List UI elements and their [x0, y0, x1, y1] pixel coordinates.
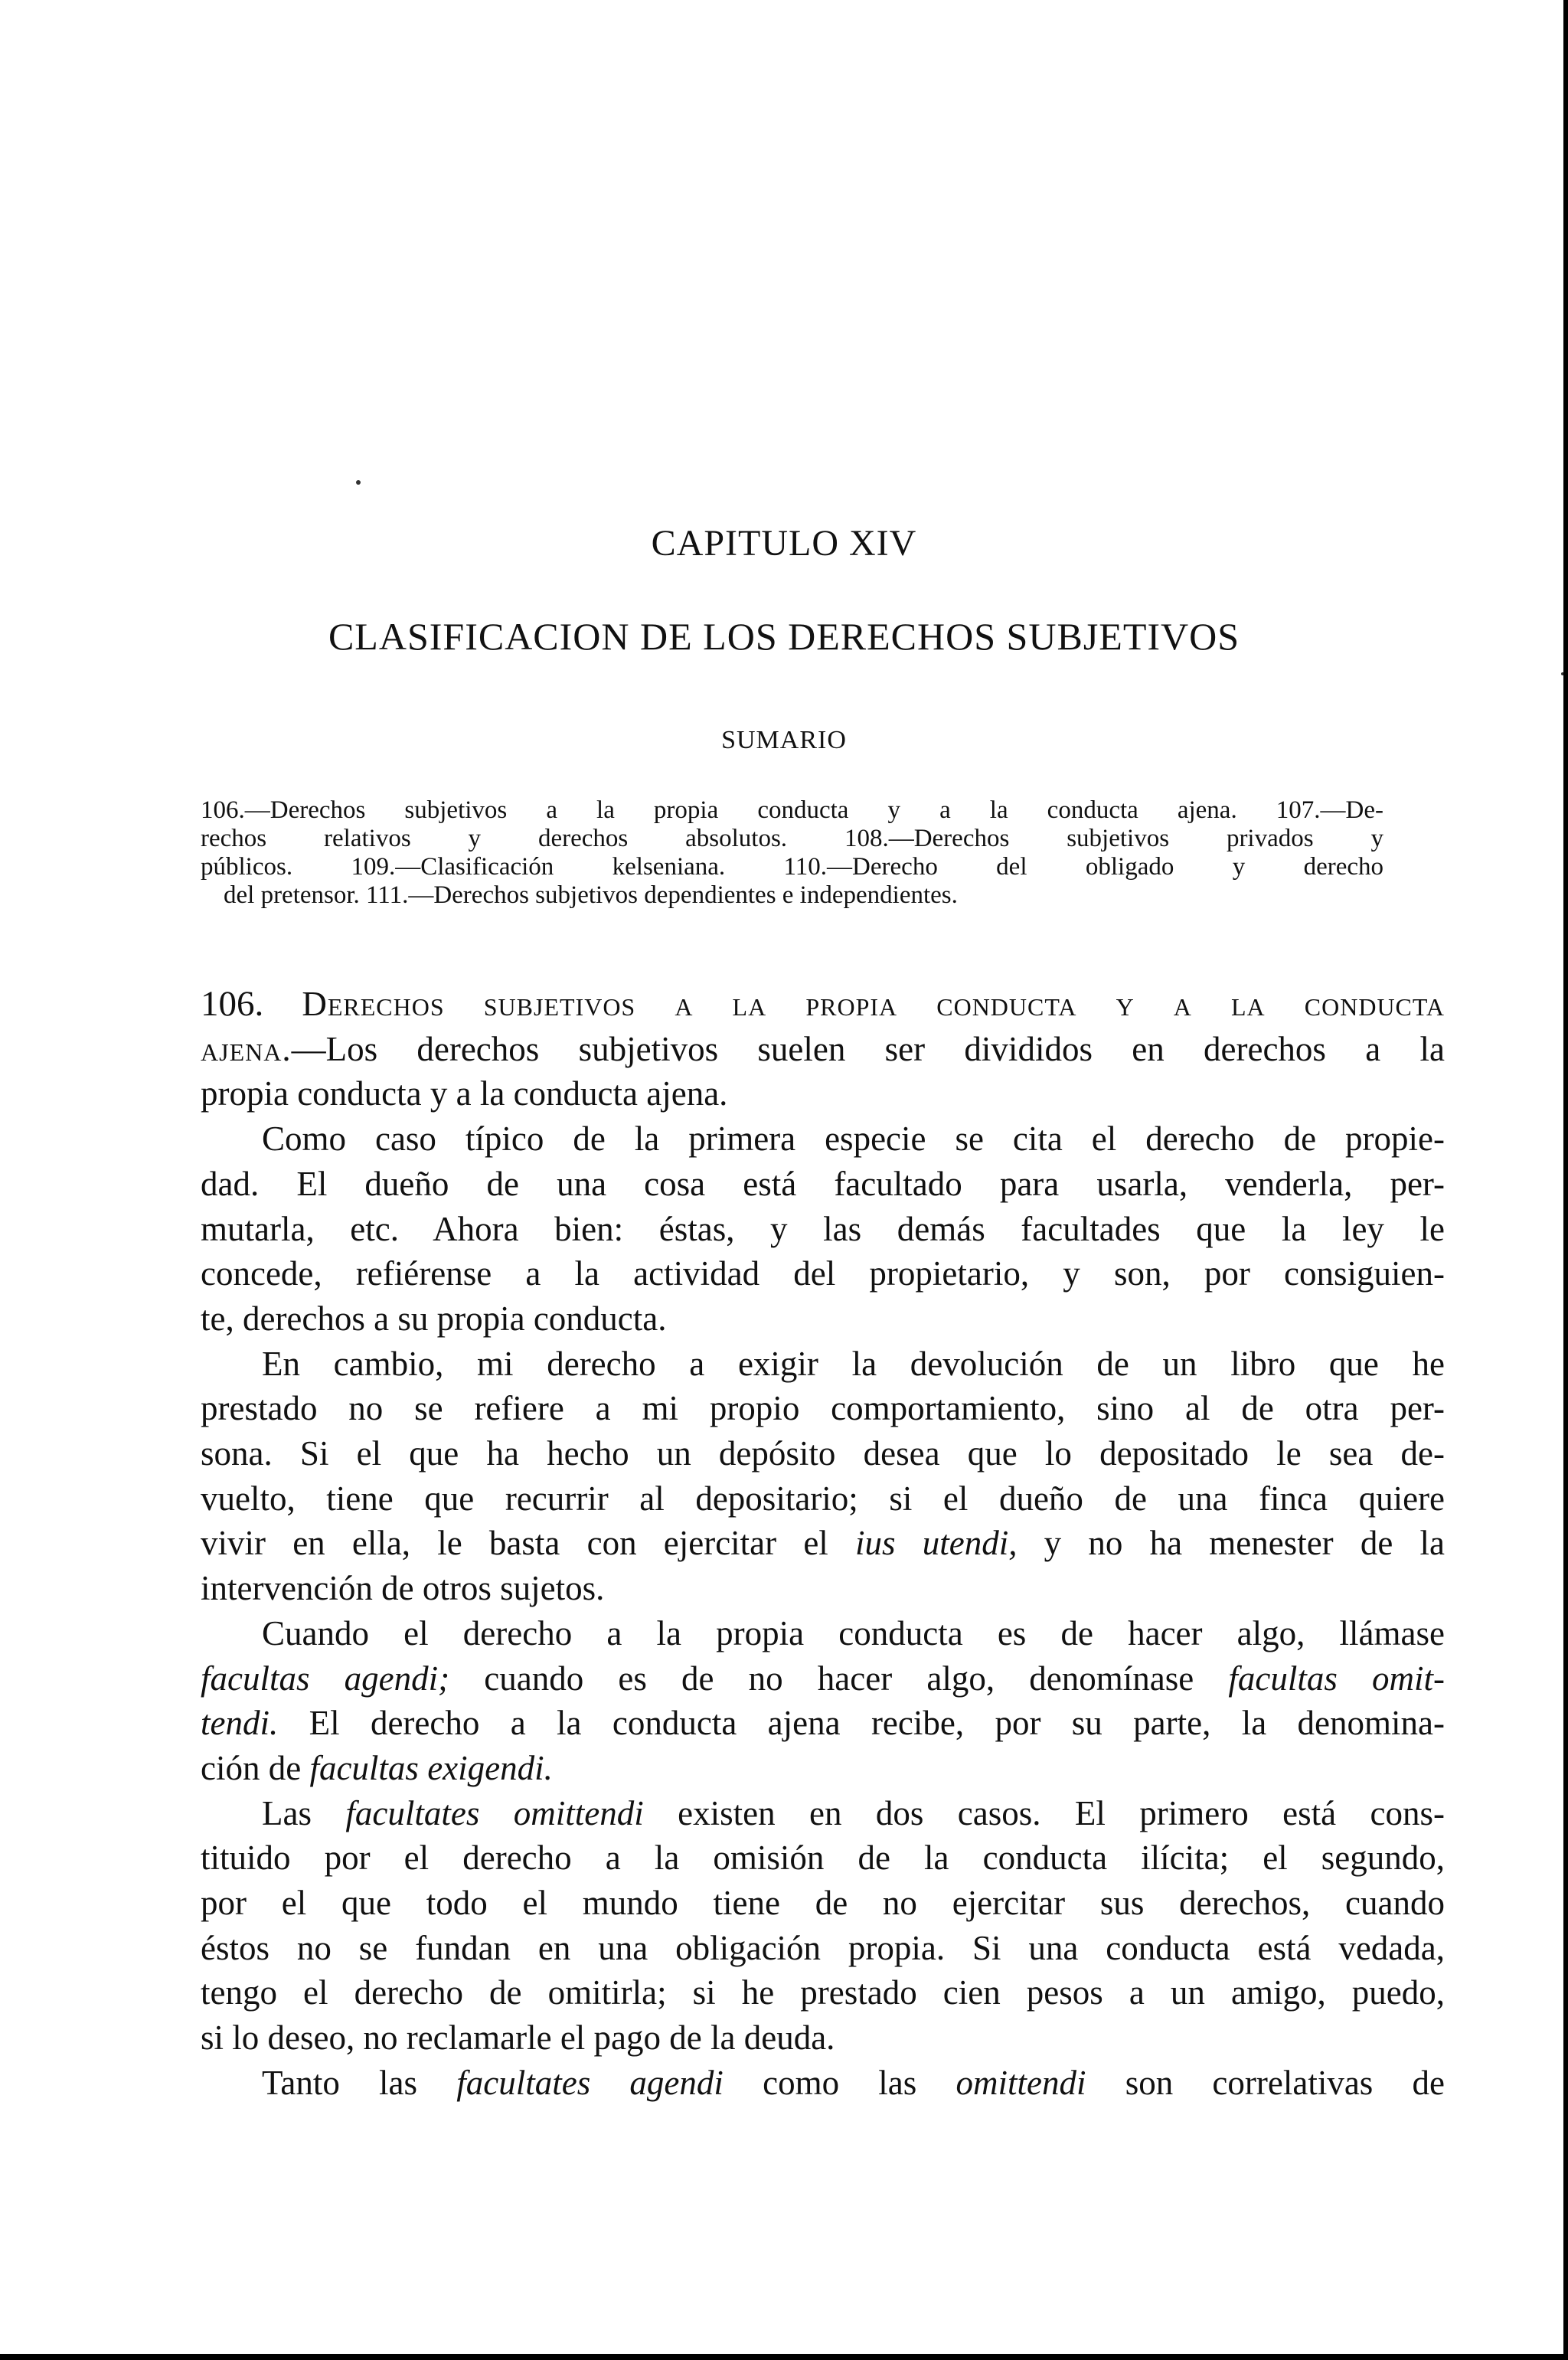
body-line: tituido por el derecho a la omisión de la conducta ilícita; el segundo, — [201, 1839, 1445, 1878]
body-line — [201, 1521, 1445, 1566]
body-line: En cambio, mi derecho a exigir la devolución de un libro que he — [262, 1344, 1445, 1383]
summary-line: públicos. 109.—Clasificación kelseniana. 110.—Derecho del obligado y derecho — [201, 853, 1383, 881]
section-heading-line — [201, 982, 1445, 1027]
body-text-fragment: vivir en ella, le basta con ejercitar el — [201, 1524, 856, 1563]
body-line — [201, 1656, 1445, 1701]
section-number: 106. — [201, 984, 264, 1024]
latin-term: omittendi — [956, 2063, 1086, 2102]
summary-line: 106.—Derechos subjetivos a la propia conducta y a la conducta ajena. 107.—De- — [201, 796, 1383, 824]
body-line: dad. El dueño de una cosa está facultado para usarla, venderla, per- — [201, 1164, 1445, 1203]
body-line: propia conducta y a la conducta ajena. — [201, 1074, 728, 1113]
body-line: concede, refiérense a la actividad del propietario, y son, por consiguien- — [201, 1254, 1445, 1293]
body-line — [201, 1791, 1445, 1836]
summary-line: del pretensor. 111.—Derechos subjetivos dependientes e independientes. — [224, 881, 958, 909]
body-text-fragment: Tanto las — [262, 2063, 457, 2102]
body-text-fragment: cuando es de no hacer algo, denomínase — [449, 1659, 1229, 1698]
latin-term: facultas agendi; — [201, 1659, 450, 1698]
summary-heading: SUMARIO — [721, 726, 847, 754]
body-line: Como caso típico de la primera especie se cita el derecho de propie- — [262, 1120, 1445, 1159]
latin-term: facultas exigendi. — [309, 1748, 553, 1787]
body-line — [201, 1746, 1445, 1791]
scan-edge-right — [1563, 0, 1568, 2360]
body-text-fragment: como las — [723, 2063, 956, 2102]
chapter-title: CLASIFICACION DE LOS DERECHOS SUBJETIVOS — [328, 615, 1240, 658]
summary-line: rechos relativos y derechos absolutos. 108.—Derechos subjetivos privados y — [201, 825, 1383, 852]
scan-speck — [356, 480, 361, 485]
body-text-fragment: son correlativas de — [1086, 2063, 1445, 2102]
body-line — [201, 1701, 1445, 1746]
body-line: intervención de otros sujetos. — [201, 1569, 605, 1608]
section-heading-end: ajena. — [201, 1029, 292, 1068]
latin-term: facultates agendi — [456, 2063, 724, 2102]
body-text-fragment: El derecho a la conducta ajena recibe, por su parte, la denomina- — [278, 1704, 1445, 1743]
body-line — [201, 2061, 1445, 2106]
body-line: mutarla, etc. Ahora bien: éstas, y las demás facultades que la ley le — [201, 1209, 1445, 1248]
section-106 — [201, 982, 1445, 2106]
body-text-fragment: y no ha menester de la — [1017, 1524, 1446, 1563]
latin-term: facultates omittendi — [345, 1793, 644, 1832]
body-line: tengo el derecho de omitirla; si he prestado cien pesos a un amigo, puedo, — [201, 1973, 1445, 2012]
body-line: por el que todo el mundo tiene de no ejercitar sus derechos, cuando — [201, 1884, 1445, 1923]
chapter-label: CAPITULO XIV — [651, 523, 917, 564]
body-text-fragment: —Los derechos subjetivos suelen ser divididos en derechos a la — [291, 1029, 1445, 1068]
body-line — [201, 1027, 1445, 1072]
body-line: prestado no se refiere a mi propio comportamiento, sino al de otra per- — [201, 1389, 1445, 1428]
body-line: te, derechos a su propia conducta. — [201, 1299, 667, 1338]
latin-term: tendi. — [201, 1704, 279, 1743]
latin-term: ius utendi, — [855, 1524, 1018, 1563]
section-heading: Derechos subjetivos a la propia conducta y a la conducta — [302, 985, 1445, 1023]
body-line: éstos no se fundan en una obligación propia. Si una conducta está vedada, — [201, 1928, 1445, 1967]
summary-block — [201, 796, 1383, 910]
body-text-fragment: ción de — [201, 1748, 310, 1787]
body-line: sona. Si el que ha hecho un depósito desea que lo depositado le sea de- — [201, 1434, 1445, 1473]
scan-edge-bottom — [0, 2354, 1568, 2360]
latin-term: facultas omit- — [1228, 1659, 1445, 1698]
body-text-fragment: existen en dos casos. El primero está cons- — [643, 1793, 1445, 1832]
body-text-fragment: Las — [262, 1793, 346, 1832]
body-line: si lo deseo, no reclamarle el pago de la deuda. — [201, 2018, 835, 2058]
body-line: vuelto, tiene que recurrir al depositario; si el dueño de una finca quiere — [201, 1479, 1445, 1518]
body-line: Cuando el derecho a la propia conducta es de hacer algo, llámase — [262, 1613, 1445, 1652]
